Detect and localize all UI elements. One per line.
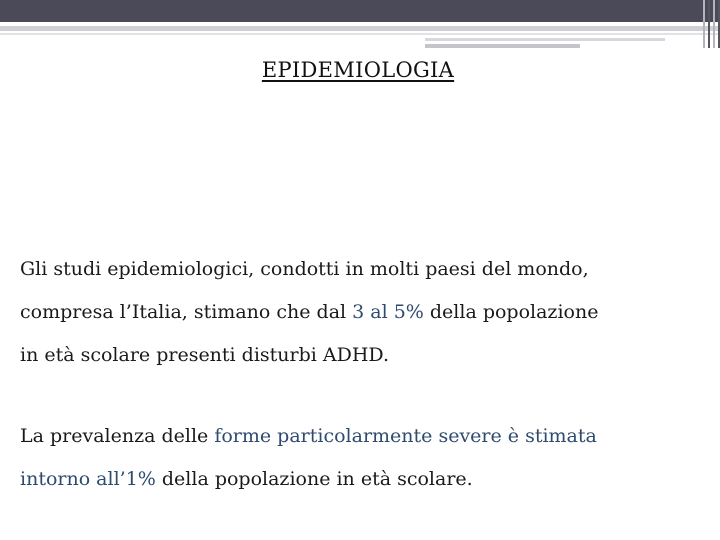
- header-band: [0, 0, 720, 22]
- corner-decoration: [668, 0, 720, 48]
- paragraph-line: [20, 415, 710, 458]
- slide-title: EPIDEMIOLOGIA: [261, 58, 455, 82]
- paragraph-severe-forms: [20, 415, 710, 501]
- highlighted-text: forme particolarmente severe è stimata: [214, 425, 597, 447]
- highlighted-text: 3 al 5%: [352, 301, 424, 323]
- paragraph-line: [20, 291, 710, 334]
- header-rule: [0, 26, 720, 31]
- text-segment: La prevalenza delle: [20, 425, 215, 447]
- paragraph-line: [20, 458, 710, 501]
- header-accent-rule: [425, 38, 665, 41]
- paragraph-prevalence-range: [20, 248, 710, 377]
- paragraph-line: [20, 334, 710, 377]
- header-rule-thin: [0, 33, 720, 35]
- text-segment: in età scolare presenti disturbi ADHD.: [20, 344, 390, 366]
- text-segment: della popolazione: [423, 301, 599, 323]
- text-segment: compresa l’Italia, stimano che dal: [20, 301, 353, 323]
- text-segment: Gli studi epidemiologici, condotti in molti paesi del mondo,: [20, 258, 589, 280]
- text-segment: della popolazione in età scolare.: [155, 468, 473, 490]
- highlighted-text: intorno all’1%: [20, 468, 156, 490]
- paragraph-line: [20, 248, 710, 291]
- header-accent-rule-short: [425, 44, 580, 48]
